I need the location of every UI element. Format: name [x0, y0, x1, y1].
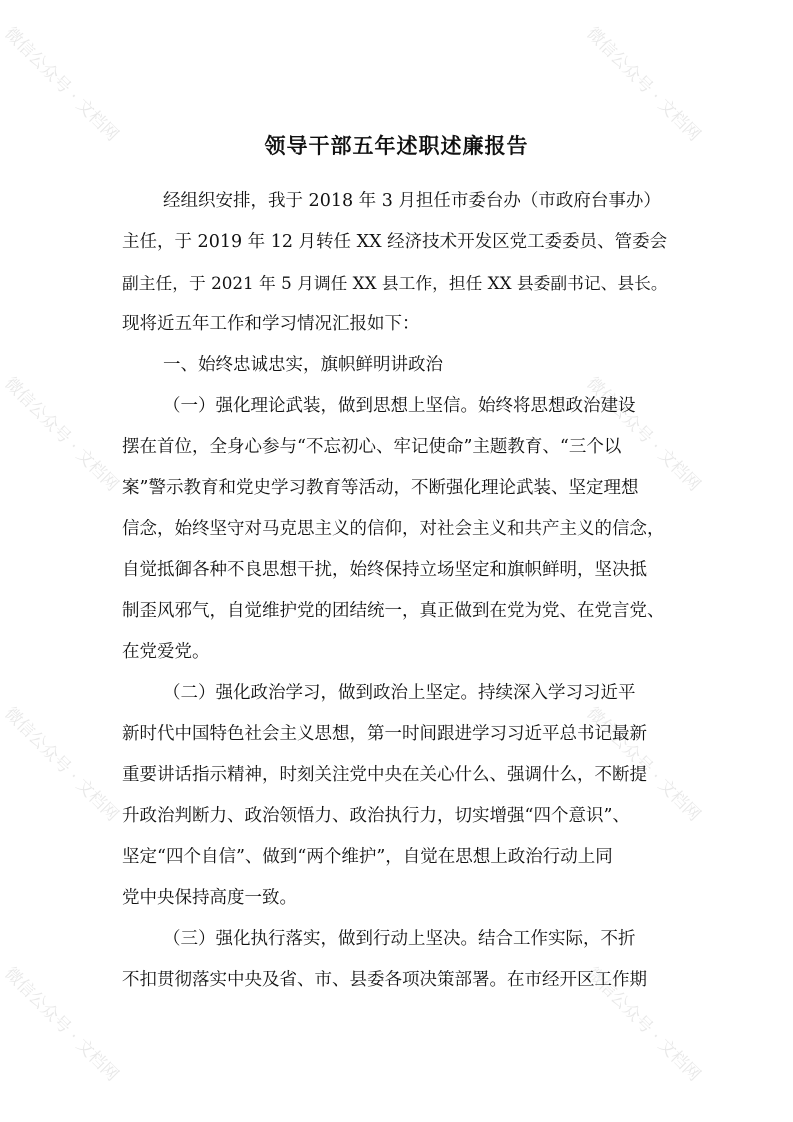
paragraph-line: 主任，于 2019 年 12 月转任 XX 经济技术开发区党工委委员、管委会	[122, 232, 668, 252]
paragraph-line: 摆在首位，全身心参与“不忘初心、牢记使命”主题教育、“三个以	[122, 437, 622, 457]
paragraph-line: 坚定“四个自信”、做到“两个维护”，自觉在思想上政治行动上同	[122, 847, 613, 867]
watermark: 微信公众号 · 文档网	[582, 703, 705, 826]
watermark: 微信公众号 · 文档网	[0, 23, 123, 146]
paragraph-line: （二）强化政治学习，做到政治上坚定。持续深入学习习近平	[163, 683, 636, 703]
paragraph-line: 案”警示教育和党史学习教育等活动，不断强化理论武装、坚定理想	[122, 478, 639, 498]
paragraph-line: 升政治判断力、政治领悟力、政治执行力，切实增强“四个意识”、	[122, 806, 630, 826]
paragraph-line: 在党爱党。	[122, 642, 210, 662]
paragraph-line: 信念，始终坚守对马克思主义的信仰，对社会主义和共产主义的信念，	[122, 519, 665, 539]
paragraph-line: 重要讲话指示精神，时刻关注党中央在关心什么、强调什么，不断提	[122, 765, 647, 785]
watermark: 微信公众号 · 文档网	[582, 373, 705, 496]
paragraph-line: 现将近五年工作和学习情况汇报如下：	[122, 314, 420, 334]
watermark: 微信公众号 · 文档网	[0, 373, 123, 496]
watermark: 微信公众号 · 文档网	[582, 963, 705, 1086]
paragraph-line: 副主任，于 2021 年 5 月调任 XX 县工作，担任 XX 县委副书记、县长。	[122, 273, 668, 293]
section-heading: 一、始终忠诚忠实，旗帜鲜明讲政治	[163, 355, 443, 375]
watermark: 微信公众号 · 文档网	[0, 703, 123, 826]
paragraph-line: 不扣贯彻落实中央及省、市、县委各项决策部署。在市经开区工作期	[122, 970, 647, 990]
paragraph-line: 自觉抵御各种不良思想干扰，始终保持立场坚定和旗帜鲜明，坚决抵	[122, 560, 647, 580]
paragraph-line: （三）强化执行落实，做到行动上坚决。结合工作实际，不折	[163, 929, 636, 949]
paragraph-line: 经组织安排，我于 2018 年 3 月担任市委台办（市政府台事办）	[163, 191, 661, 211]
page-title: 领导干部五年述职述廉报告	[264, 133, 529, 158]
paragraph-line: 制歪风邪气，自觉维护党的团结统一，真正做到在党为党、在党言党、	[122, 601, 665, 621]
paragraph-line: 新时代中国特色社会主义思想，第一时间跟进学习习近平总书记最新	[122, 724, 647, 744]
paragraph-line: 党中央保持高度一致。	[122, 888, 297, 908]
watermark: 微信公众号 · 文档网	[0, 963, 123, 1086]
watermark: 微信公众号 · 文档网	[582, 23, 705, 146]
paragraph-line: （一）强化理论武装，做到思想上坚信。始终将思想政治建设	[163, 396, 636, 416]
